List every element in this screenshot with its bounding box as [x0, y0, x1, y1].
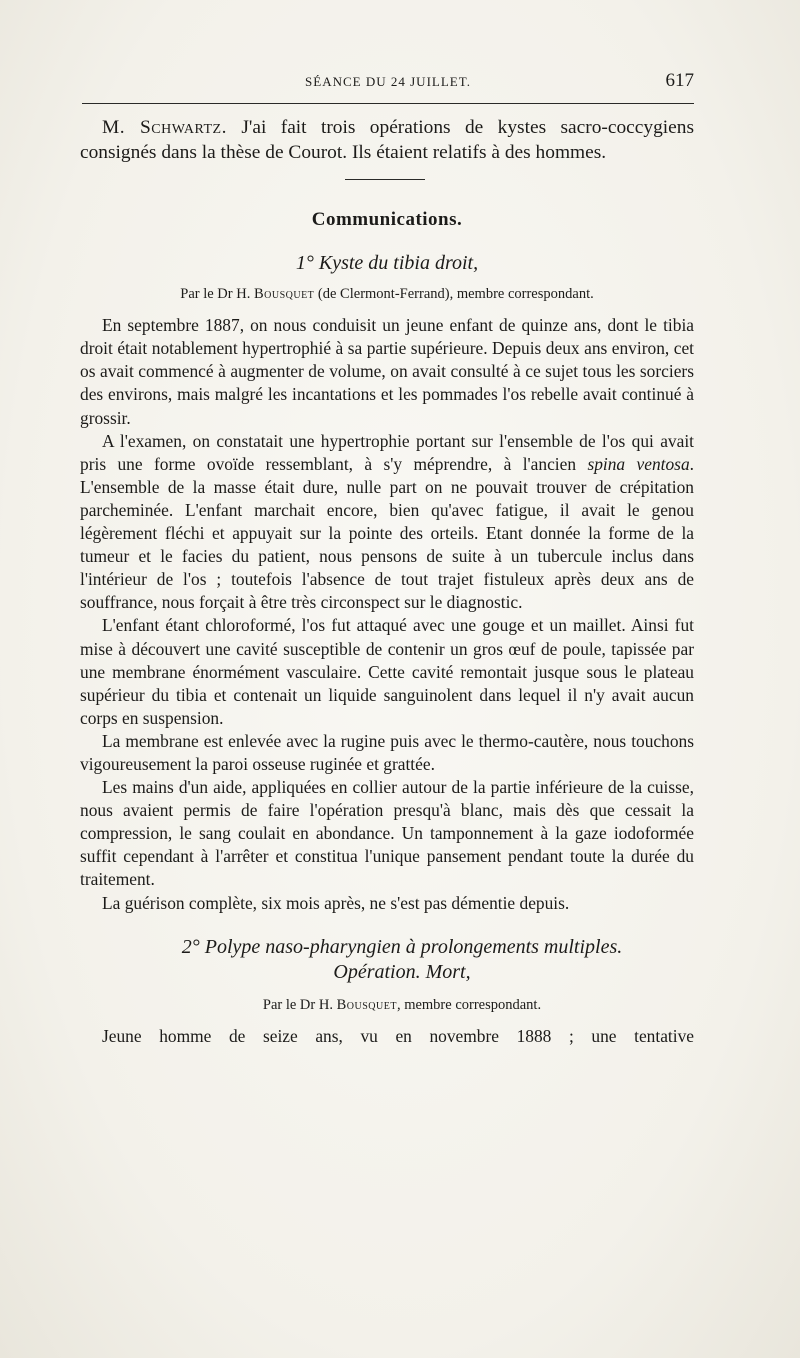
- article-2-author: [80, 994, 694, 1017]
- article-2-title: [80, 935, 694, 985]
- author-name: Bousquet: [336, 996, 397, 1013]
- paragraph: La guérison complète, six mois après, ne s'est pas démentie depuis.: [102, 892, 570, 913]
- article-1-title: 1° Kyste du tibia droit,: [295, 252, 479, 275]
- paragraph: La membrane est enlevée avec la rugine puis avec le thermo-cautère, nous touchons vigoureusement la paroi osseuse ruginée et grattée.: [80, 730, 694, 774]
- author-suffix: (de Clermont-Ferrand), membre correspondant.: [314, 286, 594, 303]
- separator-rule: [345, 179, 425, 180]
- article-2-title-line-1: 2° Polype naso-pharyngien à prolongements multiples.: [181, 935, 623, 958]
- paragraph: Les mains d'un aide, appliquées en collier autour de la partie inférieure de la cuisse, nous avaient permis de faire l'opération presqu'à blanc, mais dès que cessait la compression, le sang coulait en abondance. Un tamponnement à la gaze iodoformée suffit cependant à l'arrêter et constitua l'unique pansement pendant toute la durée du traitement.: [80, 777, 694, 890]
- page-content: [80, 116, 694, 1048]
- article-1-author: [80, 283, 694, 306]
- intro-text: J'ai fait trois opérations de kystes sacro-coccygiens consignés dans la thèse de Courot. Ils étaient relatifs à des hommes.: [80, 117, 695, 163]
- exam-text-italic: spina ventosa: [587, 453, 690, 474]
- page-number: 617: [665, 70, 694, 91]
- article-2-title-line-2: Opération. Mort,: [333, 960, 471, 983]
- intro-paragraph: [80, 116, 694, 165]
- author-name: Bousquet: [253, 286, 315, 303]
- exam-text-after: . L'ensemble de la masse était dure, nulle part on ne pouvait trouver de crépitation parcheminée. L'enfant marchait encore, bien qu'avec fatigue, il avait le genou légèrement fléchi et appuyait sur la pointe des orteils. Etant donnée la forme de la tumeur et le facies du patient, nous pensons de suite à un tubercule inclus dans l'intérieur de l'os ; toutefois l'absence de tout trajet fistuleux après deux ans de souffrance, nous forçait à être très circonspect sur le diagnostic.: [80, 453, 694, 613]
- article-2-first-line: Jeune homme de seize ans, vu en novembre 1888 ; une tentative: [102, 1025, 694, 1046]
- paragraph: En septembre 1887, on nous conduisit un jeune enfant de quinze ans, dont le tibia droit était notablement hypertrophié à sa partie supérieure. Depuis deux ans environ, cet os avait commencé à augmenter de volume, on avait consulté à ce sujet tous les sorciers des environs, mais malgré les incantations et les pommades l'os rebelle avait continué à grossir.: [80, 315, 694, 428]
- paragraph-exam: [80, 430, 694, 615]
- header-rule: [82, 103, 694, 104]
- exam-text-before: A l'examen, on constatait une hypertrophie portant sur l'ensemble de l'os qui avait pris une forme ovoïde ressemblant, à s'y méprendre, à l'ancien: [80, 430, 694, 474]
- running-title: SÉANCE DU 24 JUILLET.: [305, 74, 471, 89]
- section-heading: Communications.: [311, 209, 463, 230]
- running-header: [82, 70, 694, 98]
- article-1-body: [80, 314, 694, 914]
- author-prefix: Par le Dr H.: [180, 286, 254, 303]
- paragraph: L'enfant étant chloroformé, l'os fut attaqué avec une gouge et un maillet. Ainsi fut mise à découvert une cavité susceptible de contenir un gros œuf de poule, tapissée par une membrane énormément vasculaire. Cette cavité remontait jusque sous le plateau supérieur du tibia et contenait un liquide sanguinolent dans lequel il n'y avait aucun corps en suspension.: [80, 615, 694, 728]
- speaker-name: M. Schwartz.: [102, 117, 227, 138]
- author-suffix: , membre correspondant.: [396, 996, 542, 1013]
- author-prefix: Par le Dr H.: [262, 996, 337, 1013]
